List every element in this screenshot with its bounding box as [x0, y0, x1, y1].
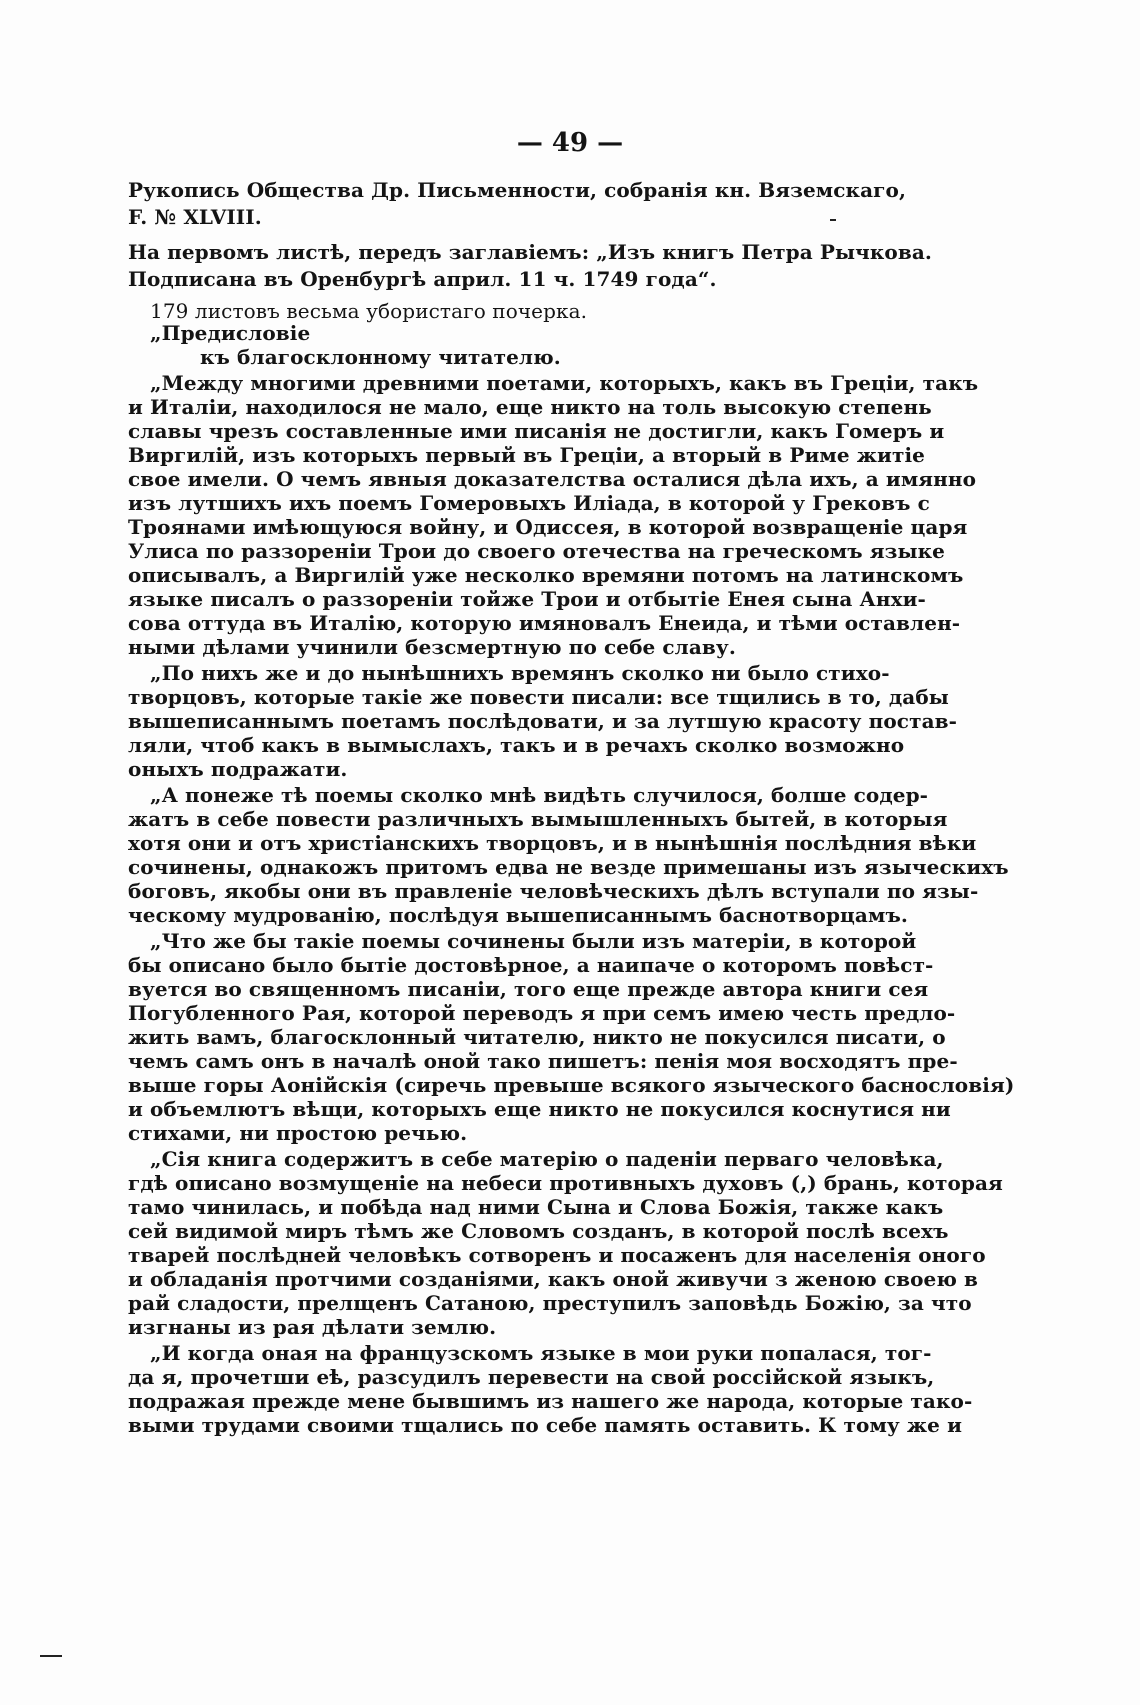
- text-line: стихами, ни простою речью.: [128, 1121, 468, 1145]
- text-line: тварей послѣдней человѣкъ сотворенъ и посаженъ для населенія оного: [128, 1243, 986, 1267]
- text-line: выми трудами своими тщались по себе память оставить. К тому же и: [128, 1413, 962, 1437]
- text-line: бы описано было бытіе достовѣрное, а наипаче о которомъ повѣст-: [128, 953, 934, 977]
- text-line: Погубленного Рая, которой переводъ я при семъ имею честь предло-: [128, 1001, 956, 1025]
- text-line: „А понеже тѣ поемы сколко мнѣ видѣть случилося, болше содер-: [150, 783, 929, 807]
- text-line: изъ лутшихъ ихъ поемъ Гомеровыхъ Иліада, в которой у Грековъ с: [128, 491, 930, 515]
- text-line: гдѣ описано возмущеніе на небеси противныхъ духовъ (,) брань, которая: [128, 1171, 1003, 1195]
- preface-heading: „Предисловіе: [150, 321, 311, 345]
- text-line: и Италіи, находилося не мало, еще никто на толь высокую степень: [128, 395, 932, 419]
- text-line: языке писалъ о раззореніи тойже Трои и отбытіе Енея сына Анхи-: [128, 587, 926, 611]
- text-line: ными дѣлами учинили безсмертную по себе славу.: [128, 635, 736, 659]
- text-line: сей видимой миръ тѣмъ же Словомъ созданъ, в которой послѣ всехъ: [128, 1219, 949, 1243]
- text-line: да я, прочетши еѣ, разсудилъ перевести на свой россійской языкъ,: [128, 1365, 935, 1389]
- text-line: „Сія книга содержитъ в себе матерію о паденіи перваго человѣка,: [150, 1147, 944, 1171]
- text-line: вуется во священномъ писаніи, того еще прежде автора книги сея: [128, 977, 929, 1001]
- text-line: ческому мудрованію, послѣдуя вышеписаннымъ баснотворцамъ.: [128, 903, 908, 927]
- text-line: Виргилій, изъ которыхъ первый въ Греціи, а вторый в Риме житіе: [128, 443, 926, 467]
- text-line: выше горы Аонійскія (сиречь превыше всякого языческого баснословія): [128, 1073, 1015, 1097]
- text-line: свое имели. О чемъ явныя доказателства осталися дѣла ихъ, а имянно: [128, 467, 977, 491]
- margin-mark: [40, 1655, 62, 1657]
- page-number: — 49 —: [516, 128, 624, 158]
- text-line: боговъ, якобы они въ правленіе человѣческихъ дѣлъ вступали по язы-: [128, 879, 979, 903]
- margin-mark: [830, 219, 836, 221]
- text-line: рай сладости, прелщенъ Сатаною, преступилъ заповѣдь Божію, за что: [128, 1291, 972, 1315]
- text-line: жатъ в себе повести различныхъ вымышленныхъ бытей, в которыя: [128, 807, 948, 831]
- text-line: и объемлютъ вѣщи, которыхъ еще никто не покусился коснутися ни: [128, 1097, 951, 1121]
- text-line: жить вамъ, благосклонный читателю, никто не покусился писати, о: [128, 1025, 946, 1049]
- manuscript-title-line: Рукопись Общества Др. Письменности, собранія кн. Вяземскаго,: [128, 178, 907, 202]
- signature-note: Подписана въ Оренбургѣ април. 11 ч. 1749 года“.: [128, 267, 717, 291]
- text-line: вышеписаннымъ поетамъ послѣдовати, и за лутшую красоту постав-: [128, 709, 958, 733]
- text-line: чемъ самъ онъ в началѣ оной тако пишетъ: пенія моя восходятъ пре-: [128, 1049, 958, 1073]
- text-line: „По нихъ же и до нынѣшнихъ времянъ сколко ни было стихо-: [150, 661, 890, 685]
- text-line: оныхъ подражати.: [128, 757, 348, 781]
- manuscript-shelfmark: F. № XLVIII.: [128, 205, 262, 229]
- text-line: ляли, чтоб какъ в вымыслахъ, такъ и в речахъ сколко возможно: [128, 733, 905, 757]
- text-line: „Что же бы такіе поемы сочинены были изъ матеріи, в которой: [150, 929, 917, 953]
- text-line: тамо чинилась, и побѣда над ними Сына и Слова Божія, также какъ: [128, 1195, 944, 1219]
- leaf-count-note: 179 листовъ весьма убористаго почерка.: [150, 299, 588, 323]
- text-line: Улиса по раззореніи Трои до своего отечества на греческомъ языке: [128, 539, 945, 563]
- text-line: хотя они и отъ христіанскихъ творцовъ, и в нынѣшнія послѣдния вѣки: [128, 831, 977, 855]
- text-line: описывалъ, а Виргилій уже несколко времяни потомъ на латинскомъ: [128, 563, 964, 587]
- text-line: „Между многими древними поетами, которыхъ, какъ въ Греціи, такъ: [150, 371, 979, 395]
- text-line: изгнаны из рая дѣлати землю.: [128, 1315, 497, 1339]
- text-line: сова оттуда въ Италію, которую имяновалъ Енеида, и тѣми оставлен-: [128, 611, 961, 635]
- text-line: подражая прежде мене бывшимъ из нашего же народа, которые тако-: [128, 1389, 973, 1413]
- text-line: сочинены, однакожъ притомъ едва не везде примешаны изъ языческихъ: [128, 855, 1009, 879]
- text-line: и обладанія протчими созданіями, какъ оной живучи з женою своею в: [128, 1267, 979, 1291]
- text-line: „И когда оная на французскомъ языке в мои руки попалася, тог-: [150, 1341, 932, 1365]
- preface-subheading: къ благосклонному читателю.: [200, 345, 561, 369]
- text-line: Троянами имѣющуюся войну, и Одиссея, в которой возвращеніе царя: [128, 515, 968, 539]
- first-leaf-note: На первомъ листѣ, передъ заглавіемъ: „Изъ книгъ Петра Рычкова.: [128, 240, 932, 264]
- text-line: славы чрезъ составленные ими писанія не достигли, какъ Гомеръ и: [128, 419, 945, 443]
- text-line: творцовъ, которые такіе же повести писали: все тщились в то, дабы: [128, 685, 949, 709]
